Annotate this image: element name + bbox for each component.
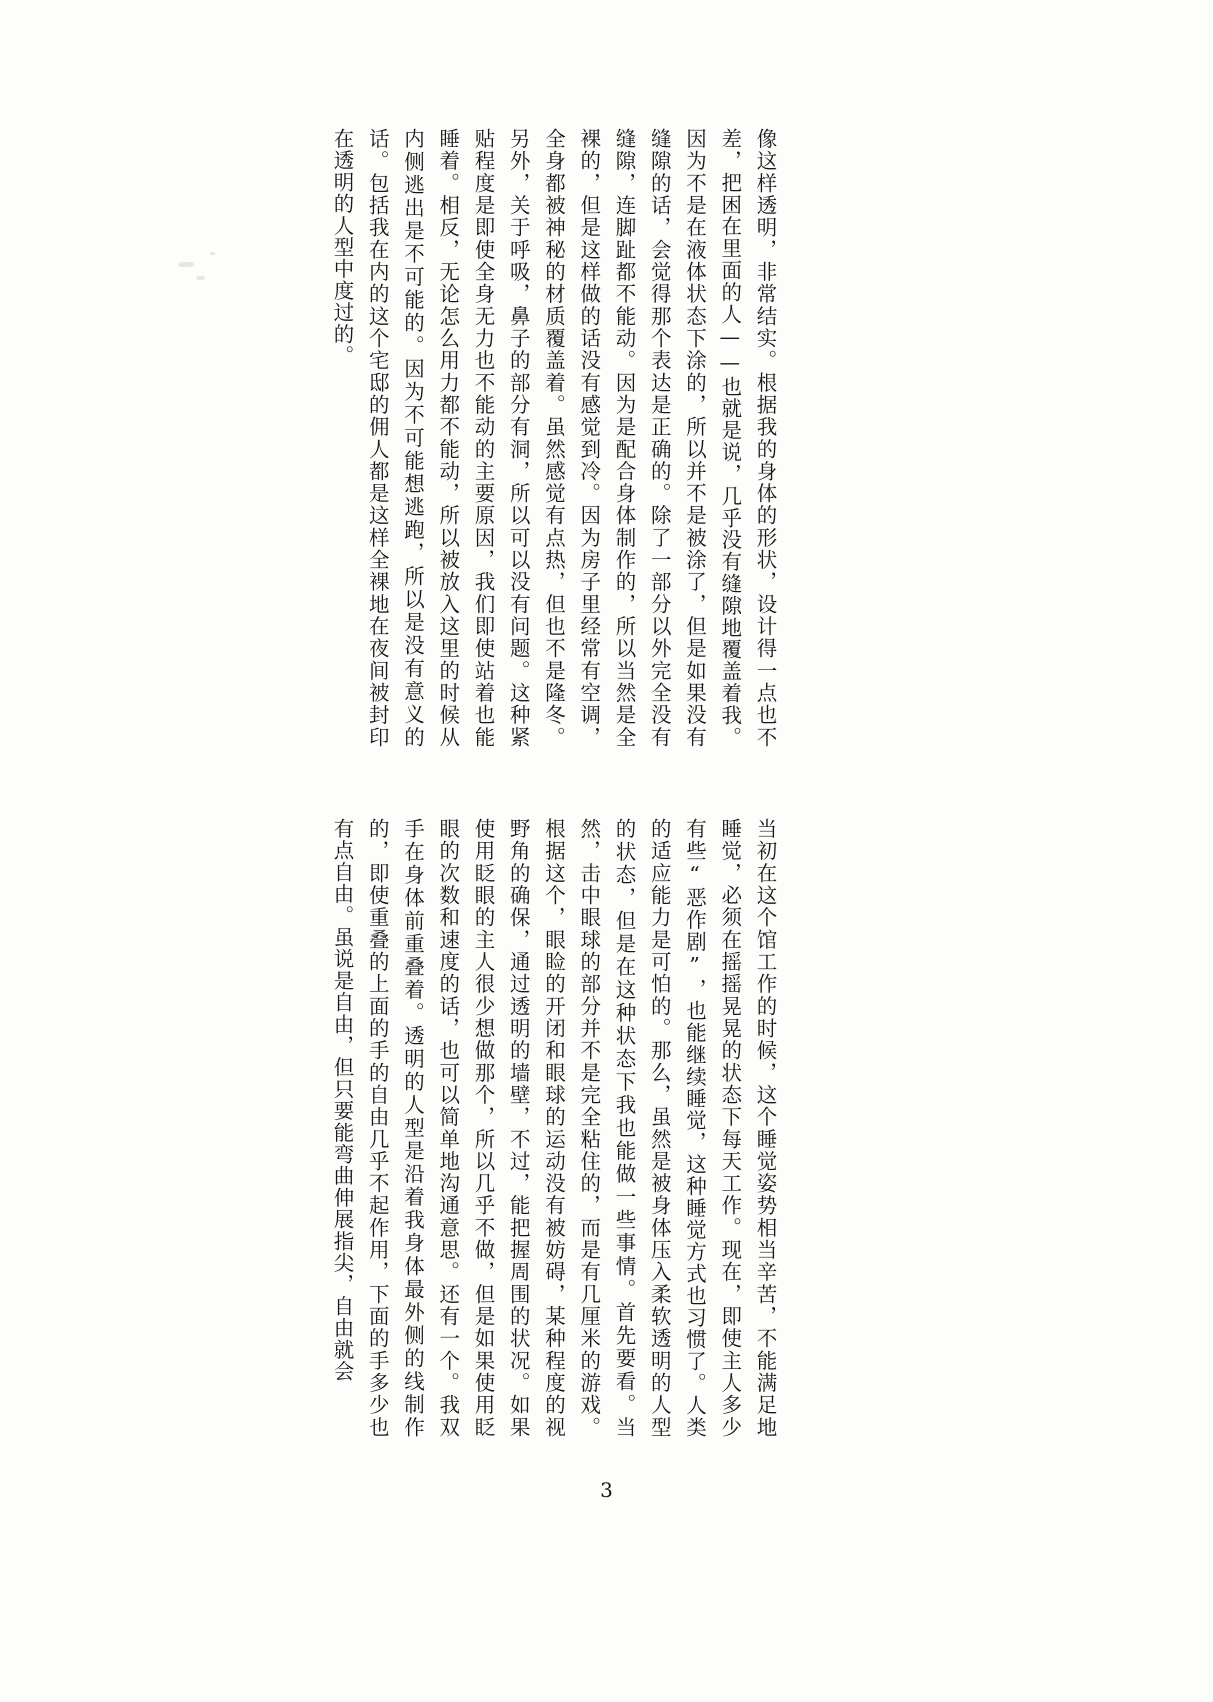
page-number: 3: [600, 1478, 613, 1502]
body-text-block-bottom: [290, 818, 782, 1438]
body-text-block-top: [290, 128, 782, 748]
body-paragraph: 像这样透明，非常结实。根据我的身体的形状，设计得一点也不差，把困在里面的人——也就是说，几乎没有缝隙地覆盖着我。因为不是在液体状态下涂的，所以并不是被涂了，但是如果没有缝隙的话，会觉得那个表达是正确的。除了一部分以外完全没有缝隙，连脚趾都不能动。因为是配合身体制作的，所以当然是全裸的，但是这样做的话没有感觉到冷。因为房子里经常有空调，全身都被神秘的材质覆盖着。虽然感觉有点热，但也不是隆冬。另外，关于呼吸，鼻子的部分有洞，所以可以没有问题。这种紧贴程度是即使全身无力也不能动的主要原因，我们即使站着也能睡着。相反，无论怎么用力都不能动，所以被放入这里的时候从内侧逃出是不可能的。因为不可能想逃跑，所以是没有意义的话。包括我在内的这个宅邸的佣人都是这样全裸地在夜间被封印在透明的人型中度过的。: [330, 128, 777, 748]
body-paragraph: 当初在这个馆工作的时候，这个睡觉姿势相当辛苦，不能满足地睡觉，必须在摇摇晃晃的状态下每天工作。现在，即使主人多少有些“恶作剧”，也能继续睡觉，这种睡觉方式也习惯了。人类的适应能力是可怕的。那么，虽然是被身体压入柔软透明的人型的状态，但是在这种状态下我也能做一些事情。首先要看。当然，击中眼球的部分并不是完全粘住的，而是有几厘米的游戏。根据这个，眼睑的开闭和眼球的运动没有被妨碍，某种程度的视野角的确保，通过透明的墙壁，不过，能把握周围的状况。如果使用眨眼的主人很少想做那个，所以几乎不做，但是如果使用眨眼的次数和速度的话，也可以简单地沟通意思。还有一个。我双手在身体前重叠着。透明的人型是沿着我身体最外侧的线制作的，即使重叠的上面的手的自由几乎不起作用，下面的手多少也有点自由。虽说是自由，但只要能弯曲伸展指尖，自由就会: [330, 818, 777, 1438]
scan-speckle-icon: [196, 276, 205, 280]
scan-speckle-icon: [178, 262, 194, 267]
scan-speckle-icon: [210, 252, 215, 255]
